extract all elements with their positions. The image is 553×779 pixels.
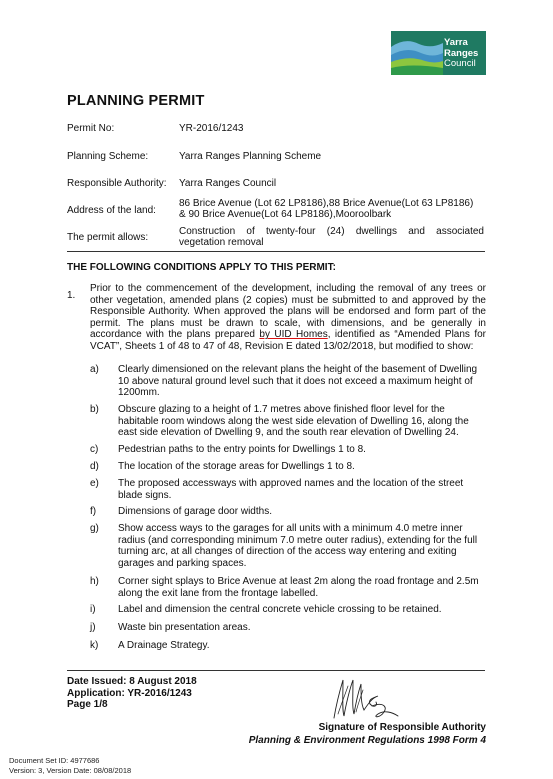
permit-no-value: YR-2016/1243 (179, 123, 244, 134)
subitem-text-h: Corner sight splays to Brice Avenue at least 2m along the road frontage and 2.5m along the exit lane from the frontage labelled. (118, 576, 479, 599)
handwritten-signature (328, 676, 408, 722)
document-set-id: Document Set ID: 4977686 (9, 756, 100, 765)
subitem-letter-j: j) (90, 622, 96, 633)
subitem-letter-h: h) (90, 576, 99, 587)
address-line-2: & 90 Brice Avenue(Lot 64 LP8186),Mooroolbark (179, 209, 392, 220)
subitem-text-a: Clearly dimensioned on the relevant plans the height of the basement of Dwelling 10 above natural ground level such that it does not exceed a maximum height of 1200mm. (118, 364, 478, 399)
planning-scheme-value: Yarra Ranges Planning Scheme (179, 151, 322, 162)
regulation-reference: Planning & Environment Regulations 1998 Form 4 (248, 735, 486, 746)
issue-details (67, 676, 197, 711)
signature-caption: Signature of Responsible Authority (318, 722, 486, 733)
subitem-text-k: A Drainage Strategy. (118, 640, 210, 651)
subitem-letter-f: f) (90, 506, 97, 517)
address-label: Address of the land: (67, 205, 156, 216)
footer-divider (67, 670, 485, 671)
header-divider (67, 251, 485, 252)
page-number: Page 1/8 (67, 699, 108, 711)
version-info: Version: 3, Version Date: 08/08/2018 (9, 765, 132, 775)
document-set-info (9, 756, 131, 775)
logo-line-1: Yarra (444, 37, 468, 48)
logo-line-3: Council (444, 58, 476, 69)
application-number: Application: YR-2016/1243 (67, 687, 192, 699)
condition-1-number: 1. (67, 290, 76, 301)
condition-1-text-start: Prior to the commencement of the development, including the removal of any trees or other vegetation, amended plans (2 copies) must be submitted to and approved by the Responsible Authority. When approved the plans will be endorsed and form part of the permit. The plans must be drawn to scale, with dimensions, and be generally in accordance with the plans prepared (90, 283, 486, 341)
subitem-letter-i: i) (90, 604, 96, 615)
condition-1-text-end: , identified as “Amended Plans for VCAT”, Sheets 1 of 48 to 47 of 48, Revision E dated 13/02/2018, but modified to show: (90, 329, 486, 352)
permit-allows-label: The permit allows: (67, 232, 149, 243)
conditions-heading: THE FOLLOWING CONDITIONS APPLY TO THIS PERMIT: (67, 262, 336, 273)
council-logo (391, 31, 486, 75)
subitem-text-j: Waste bin presentation areas. (118, 622, 251, 633)
permit-allows-line-2: vegetation removal (179, 237, 264, 248)
logo-wordmark (444, 38, 478, 70)
subitem-text-c: Pedestrian paths to the entry points for Dwellings 1 to 8. (118, 444, 366, 455)
subitem-text-g: Show access ways to the garages for all units with a minimum 4.0 metre inner radius (and corresponding minimum 7.0 metre outer radius), extending for the full turning arc, at all changes of direction of the access way entering and exiting garages and parking spaces. (118, 523, 478, 569)
subitem-letter-c: c) (90, 444, 99, 455)
permit-allows-line-1: Construction of twenty-four (24) dwellings and associated (179, 226, 484, 237)
subitem-letter-e: e) (90, 478, 99, 489)
subitem-text-f: Dimensions of garage door widths. (118, 506, 272, 517)
subitem-letter-g: g) (90, 523, 99, 534)
subitem-letter-a: a) (90, 364, 99, 375)
address-line-1: 86 Brice Avenue (Lot 62 LP8186),88 Brice Avenue(Lot 63 LP8186) (179, 198, 474, 209)
subitem-letter-b: b) (90, 404, 99, 415)
planning-scheme-label: Planning Scheme: (67, 151, 149, 162)
permit-no-label: Permit No: (67, 123, 115, 134)
responsible-authority-label: Responsible Authority: (67, 178, 167, 189)
logo-line-2: Ranges (444, 47, 479, 59)
subitem-text-e: The proposed accessways with approved names and the location of the street blade signs. (118, 478, 464, 501)
subitem-text-b: Obscure glazing to a height of 1.7 metres above finished floor level for the habitable room windows along the west side elevation of Dwelling 16, along the east side elevation of Dwelling 9, and the south rear elevation of Dwelling 24. (118, 404, 469, 439)
subitem-text-d: The location of the storage areas for Dwellings 1 to 8. (118, 461, 355, 472)
subitem-letter-k: k) (90, 640, 99, 651)
condition-1-text (90, 283, 486, 353)
page-title: PLANNING PERMIT (67, 93, 205, 109)
condition-1-highlight: by UID Homes (259, 329, 328, 341)
date-issued: Date Issued: 8 August 2018 (67, 676, 197, 687)
responsible-authority-value: Yarra Ranges Council (179, 178, 277, 189)
subitem-letter-d: d) (90, 461, 99, 472)
subitem-text-i: Label and dimension the central concrete vehicle crossing to be retained. (118, 604, 442, 615)
